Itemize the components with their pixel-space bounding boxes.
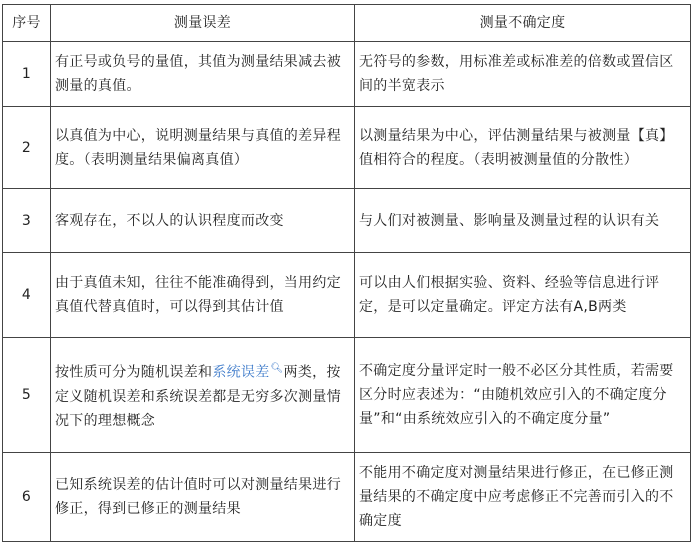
table-row <box>3 453 691 542</box>
error-cell: 有正号或负号的量值，其值为测量结果减去被测量的真值。 <box>51 42 355 107</box>
systematic-error-link[interactable]: 系统误差 <box>212 364 270 381</box>
row-index: 2 <box>3 107 51 189</box>
error-cell: 由于真值未知，往往不能准确得到，当用约定真值代替真值时，可以得到其估计值 <box>51 253 355 338</box>
error-text-before: 按性质可分为随机误差和 <box>55 364 213 381</box>
uncertainty-cell: 不能用不确定度对测量结果进行修正，在已修正测量结果的不确定度中应考虑修正不完善而引入的不确定度 <box>355 453 691 542</box>
row-index: 6 <box>3 453 51 542</box>
comparison-table <box>2 4 691 542</box>
header-measurement-error: 测量误差 <box>51 5 355 42</box>
table-row <box>3 189 691 253</box>
table-row <box>3 107 691 189</box>
error-text-after: 两类，按定义随机误差和系统误差都是无穷多次测量情况下的理想概念 <box>55 364 341 429</box>
table-row <box>3 42 691 107</box>
uncertainty-cell: 与人们对被测量、影响量及测量过程的认识有关 <box>355 189 691 253</box>
table-row <box>3 253 691 338</box>
uncertainty-cell: 不确定度分量评定时一般不必区分其性质，若需要区分时应表述为：“由随机效应引入的不确定度分量”和“由系统效应引入的不确定度分量” <box>355 338 691 453</box>
error-cell: 已知系统误差的估计值时可以对测量结果进行修正，得到已修正的测量结果 <box>51 453 355 542</box>
table-row <box>3 338 691 453</box>
uncertainty-cell: 以测量结果为中心，评估测量结果与被测量【真】值相符合的程度。（表明被测量值的分散性） <box>355 107 691 189</box>
row-index: 5 <box>3 338 51 453</box>
error-cell <box>51 338 355 453</box>
search-icon[interactable]: 🔍︎ <box>270 363 284 375</box>
uncertainty-cell: 无符号的参数，用标准差或标准差的倍数或置信区间的半宽表示 <box>355 42 691 107</box>
uncertainty-cell: 可以由人们根据实验、资料、经验等信息进行评定，是可以定量确定。评定方法有A,B两类 <box>355 253 691 338</box>
row-index: 1 <box>3 42 51 107</box>
error-cell: 以真值为中心，说明测量结果与真值的差异程度。（表明测量结果偏离真值） <box>51 107 355 189</box>
header-measurement-uncertainty: 测量不确定度 <box>355 5 691 42</box>
error-cell: 客观存在，不以人的认识程度而改变 <box>51 189 355 253</box>
row-index: 4 <box>3 253 51 338</box>
header-index: 序号 <box>3 5 51 42</box>
row-index: 3 <box>3 189 51 253</box>
table-header-row <box>3 5 691 42</box>
